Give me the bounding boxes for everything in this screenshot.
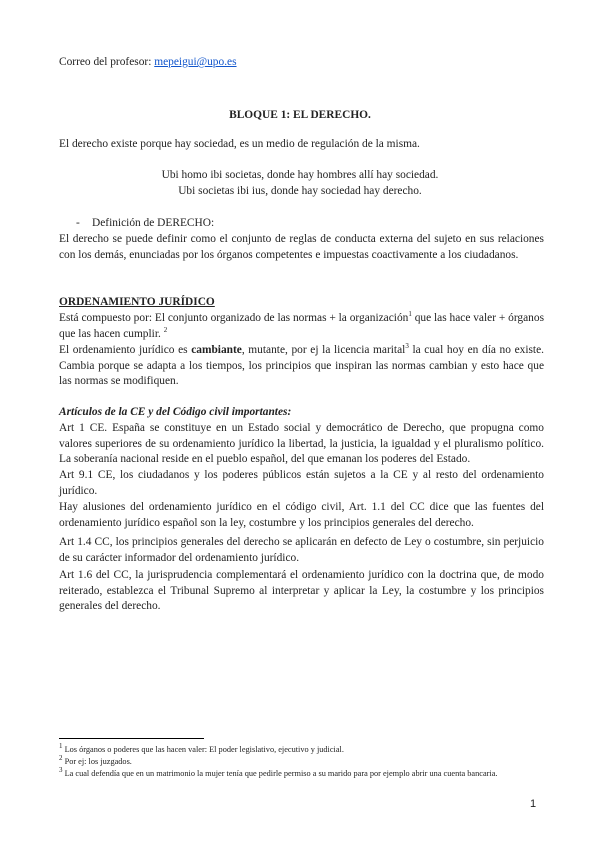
ordenamiento-paragraph-2: El ordenamiento jurídico es cambiante, mutante, por ej la licencia marital$^3$ la cual hoy en día no existe. Cambia porque se adapta a los tiempos, los principios que inspiran las normas cambian y esto hace que las normas se modifiquen. <box>59 342 544 387</box>
footnote-divider <box>59 738 204 739</box>
ordenamiento-heading: ORDENAMIENTO JURÍDICO <box>59 296 215 308</box>
email-link[interactable]: mepeigui@upo.es <box>154 56 237 68</box>
articulo-paragraph: Art 9.1 CE, los ciudadanos y los poderes públicos están sujetos a la CE y al resto del ordenamiento jurídico. <box>59 469 544 497</box>
articulo-paragraph: Art 1 CE. España se constituye en un Estado social y democrático de Derecho, que propugna como valores superiores de su ordenamiento jurídico la libertad, la justicia, la igualdad y el pluralismo político. La soberanía nacional reside en el pueblo español, del que emanan los poderes del Estado. <box>59 422 544 465</box>
articulo-paragraph: Art 1.4 CC, los principios generales del derecho se aplicarán en defecto de Ley o costumbre, sin perjuicio de su carácter informador del ordenamiento jurídico. <box>59 536 544 564</box>
professor-email-line <box>59 56 237 68</box>
email-label: Correo del profesor: <box>59 56 152 68</box>
footnote-2: $^2$ Por ej: los juzgados. <box>59 754 132 766</box>
definition-paragraph: El derecho se puede definir como el conjunto de reglas de conducta externa del sujeto en sus relaciones con los demás, enunciadas por los órganos competentes e impuestas coactivamente a los ciudadanos. <box>59 233 544 261</box>
footnote-3: $^3$ La cual defendía que en un matrimonio la mujer tenía que pedirle permiso a su marido para por ejemplo abrir una cuenta bancaria. <box>59 766 498 778</box>
ordenamiento-paragraph-1: Está compuesto por: El conjunto organizado de las normas + la organización$^1$ que las hace valer + órganos que las hacen cumplir. $^2$ <box>59 310 545 340</box>
footnote-ref-3[interactable]: 3 <box>405 342 409 351</box>
definition-label: Definición de DERECHO: <box>92 217 215 229</box>
footnote-1: $^1$ Los órganos o poderes que las hacen valer: El poder legislativo, ejecutivo y judicial. <box>59 742 344 754</box>
intro-paragraph: El derecho existe porque hay sociedad, es un medio de regulación de la misma. <box>59 138 420 150</box>
quote-line-1: Ubi homo ibi societas, donde hay hombres allí hay sociedad. <box>161 169 439 181</box>
footnote-ref-2[interactable]: 2 <box>163 325 168 334</box>
quote-line-2: Ubi societas ibi ius, donde hay sociedad hay derecho. <box>178 185 422 197</box>
page-number: 1 <box>530 798 537 810</box>
articulos-heading: Artículos de la CE y del Código civil importantes: <box>59 406 292 418</box>
footnote-ref-1[interactable]: 1 <box>408 310 412 319</box>
bullet-dash: - <box>76 217 80 229</box>
articulo-paragraph: Art 1.6 del CC, la jurisprudencia complementará el ordenamiento jurídico con la doctrina que, de modo reiterado, establezca el Tribunal Supremo al interpretar y aplicar la Ley, la costumbre y los principios generales del derecho. <box>59 569 544 612</box>
block-title: BLOQUE 1: EL DERECHO. <box>229 109 371 121</box>
articulo-paragraph: Hay alusiones del ordenamiento jurídico en el código civil, Art. 1.1 del CC dice que las fuentes del ordenamiento jurídico español son la ley, costumbre y los principios generales del derecho. <box>59 501 544 529</box>
definition-bullet <box>76 217 214 229</box>
